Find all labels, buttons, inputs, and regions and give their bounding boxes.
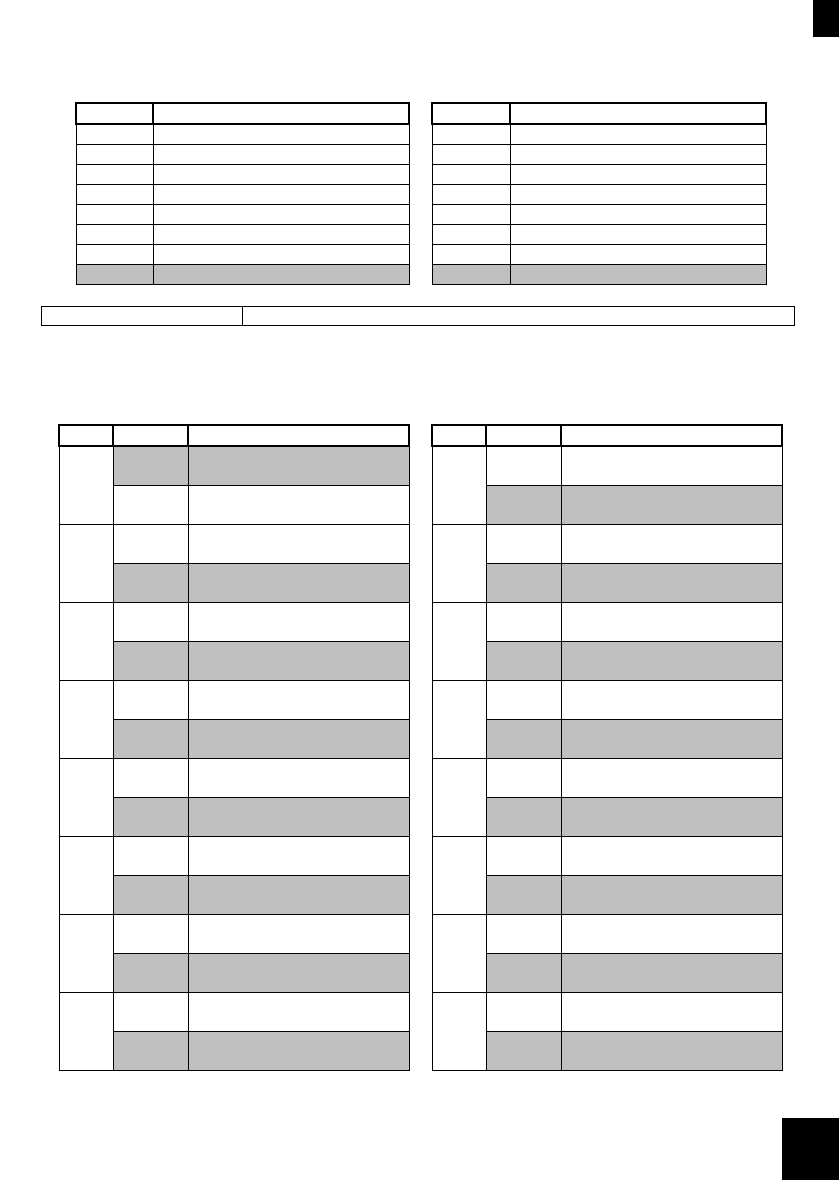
cell	[561, 719, 782, 758]
table-row	[59, 524, 409, 563]
table-row	[76, 144, 409, 164]
table-row	[59, 914, 409, 953]
cell	[510, 224, 766, 244]
group-cell	[432, 446, 486, 524]
cell	[113, 953, 188, 992]
group-cell	[59, 524, 113, 602]
group-cell	[59, 914, 113, 992]
table-row	[432, 164, 766, 184]
cell	[188, 1031, 409, 1070]
cell	[76, 264, 153, 284]
upper-left-table	[75, 102, 410, 285]
cell	[188, 914, 409, 953]
header-cell	[432, 425, 486, 446]
cell	[486, 797, 561, 836]
cell	[561, 953, 782, 992]
cell	[188, 563, 409, 602]
table-row	[432, 244, 766, 264]
cell	[561, 563, 782, 602]
cell	[561, 680, 782, 719]
table-row	[432, 184, 766, 204]
cell	[486, 992, 561, 1031]
cell	[76, 124, 153, 144]
table-row	[59, 836, 409, 875]
group-cell	[432, 680, 486, 758]
group-cell	[432, 992, 486, 1070]
cell	[153, 224, 409, 244]
group-cell	[59, 602, 113, 680]
summary-bar-table	[41, 306, 795, 326]
table-header-row	[432, 103, 766, 124]
cell	[153, 184, 409, 204]
upper-right-table	[431, 102, 767, 285]
cell	[153, 244, 409, 264]
cell	[486, 758, 561, 797]
cell	[188, 680, 409, 719]
cell	[486, 485, 561, 524]
cell	[486, 641, 561, 680]
cell	[432, 224, 510, 244]
cell	[486, 680, 561, 719]
cell	[432, 164, 510, 184]
table-row	[76, 184, 409, 204]
cell	[561, 1031, 782, 1070]
table-row	[432, 204, 766, 224]
cell	[188, 602, 409, 641]
table-row	[432, 758, 782, 797]
cell	[510, 264, 766, 284]
corner-black-mark	[813, 0, 839, 37]
group-cell	[59, 992, 113, 1070]
cell	[113, 914, 188, 953]
group-cell	[432, 758, 486, 836]
cell	[153, 204, 409, 224]
header-cell	[188, 425, 409, 446]
cell	[113, 485, 188, 524]
cell	[510, 164, 766, 184]
cell	[188, 485, 409, 524]
cell	[76, 224, 153, 244]
cell	[188, 875, 409, 914]
cell	[432, 204, 510, 224]
cell	[188, 719, 409, 758]
table-row	[59, 758, 409, 797]
cell	[561, 914, 782, 953]
cell	[561, 836, 782, 875]
table-row	[432, 224, 766, 244]
cell	[113, 797, 188, 836]
header-cell	[153, 103, 409, 124]
table-row	[59, 680, 409, 719]
table-header-row	[59, 425, 409, 446]
cell	[510, 244, 766, 264]
table-row	[432, 124, 766, 144]
cell	[188, 524, 409, 563]
table-row	[76, 204, 409, 224]
cell	[510, 204, 766, 224]
cell	[188, 953, 409, 992]
cell	[561, 524, 782, 563]
table-row	[76, 224, 409, 244]
header-cell	[76, 103, 153, 124]
cell	[561, 758, 782, 797]
cell	[510, 144, 766, 164]
cell	[432, 184, 510, 204]
cell	[188, 836, 409, 875]
cell	[113, 680, 188, 719]
page-tab-marker	[782, 1118, 839, 1180]
group-cell	[432, 914, 486, 992]
cell	[510, 184, 766, 204]
table-row	[432, 680, 782, 719]
cell	[113, 524, 188, 563]
cell	[432, 144, 510, 164]
table-row	[432, 836, 782, 875]
cell	[486, 563, 561, 602]
cell	[153, 124, 409, 144]
table-row	[59, 602, 409, 641]
cell	[432, 124, 510, 144]
cell	[561, 446, 782, 485]
group-cell	[59, 836, 113, 914]
cell	[76, 204, 153, 224]
cell	[188, 446, 409, 485]
cell	[42, 307, 243, 326]
cell	[76, 244, 153, 264]
cell	[243, 307, 795, 326]
cell	[432, 244, 510, 264]
header-cell	[113, 425, 188, 446]
header-cell	[510, 103, 766, 124]
table-row	[432, 144, 766, 164]
cell	[561, 875, 782, 914]
table-header-row	[76, 103, 409, 124]
header-cell	[432, 103, 510, 124]
cell	[76, 144, 153, 164]
group-cell	[432, 602, 486, 680]
group-cell	[59, 680, 113, 758]
header-cell	[59, 425, 113, 446]
header-cell	[486, 425, 561, 446]
cell	[561, 992, 782, 1031]
cell	[113, 563, 188, 602]
cell	[486, 875, 561, 914]
cell	[113, 602, 188, 641]
cell	[188, 641, 409, 680]
cell	[153, 264, 409, 284]
cell	[561, 641, 782, 680]
lower-right-table	[431, 424, 783, 1071]
cell	[76, 164, 153, 184]
cell	[486, 836, 561, 875]
cell	[113, 719, 188, 758]
cell	[188, 758, 409, 797]
cell	[486, 1031, 561, 1070]
table-row	[76, 164, 409, 184]
cell	[113, 992, 188, 1031]
table-row	[59, 992, 409, 1031]
cell	[113, 641, 188, 680]
cell	[188, 797, 409, 836]
shaded-row	[76, 264, 409, 284]
table-row	[76, 124, 409, 144]
table-row	[432, 914, 782, 953]
cell	[486, 446, 561, 485]
cell	[153, 164, 409, 184]
table-header-row	[432, 425, 782, 446]
shaded-row	[432, 264, 766, 284]
cell	[113, 1031, 188, 1070]
table-row	[432, 446, 782, 485]
group-cell	[432, 524, 486, 602]
cell	[561, 485, 782, 524]
cell	[432, 264, 510, 284]
cell	[486, 602, 561, 641]
table-row	[432, 524, 782, 563]
cell	[113, 446, 188, 485]
cell	[486, 953, 561, 992]
cell	[486, 524, 561, 563]
cell	[153, 144, 409, 164]
table-row	[42, 307, 795, 326]
cell	[113, 758, 188, 797]
cell	[113, 836, 188, 875]
cell	[561, 797, 782, 836]
table-row	[59, 446, 409, 485]
header-cell	[561, 425, 782, 446]
lower-left-table	[58, 424, 410, 1071]
cell	[76, 184, 153, 204]
cell	[113, 875, 188, 914]
group-cell	[432, 836, 486, 914]
table-row	[432, 602, 782, 641]
group-cell	[59, 446, 113, 524]
table-row	[76, 244, 409, 264]
cell	[188, 992, 409, 1031]
cell	[561, 602, 782, 641]
cell	[486, 719, 561, 758]
cell	[486, 914, 561, 953]
table-row	[432, 992, 782, 1031]
cell	[510, 124, 766, 144]
group-cell	[59, 758, 113, 836]
